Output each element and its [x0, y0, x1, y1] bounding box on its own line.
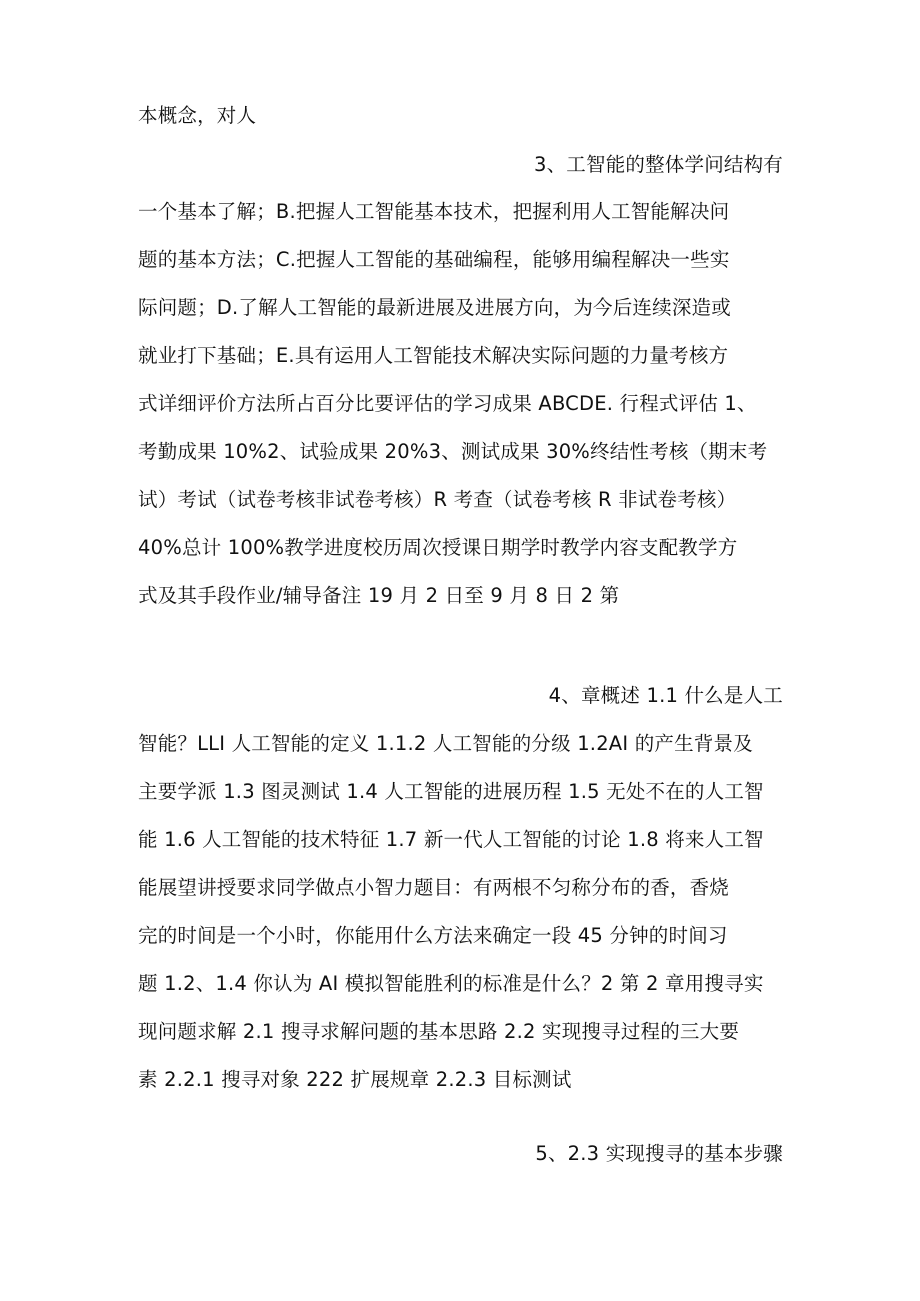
section-4-line: 能展望讲授要求同学做点小智力题目：有两根不匀称分布的香，香烧: [138, 876, 730, 899]
section-5-heading: 5、2.3 实现搜寻的基本步骤: [535, 1142, 783, 1165]
section-3-line: 式及其手段作业/辅导备注 19 月 2 日至 9 月 8 日 2 第: [138, 584, 620, 607]
section-3-line: 题的基本方法；C.把握人工智能的基础编程，能够用编程解决一些实: [138, 248, 730, 271]
section-4-line: 能 1.6 人工智能的技术特征 1.7 新一代人工智能的讨论 1.8 将来人工智: [138, 828, 764, 851]
intro-line: 本概念，对人: [138, 104, 257, 127]
section-4-heading: 4、章概述 1.1 什么是人工: [548, 684, 783, 707]
section-4-line: 主要学派 1.3 图灵测试 1.4 人工智能的进展历程 1.5 无处不在的人工智: [138, 780, 764, 803]
section-4-line: 完的时间是一个小时，你能用什么方法来确定一段 45 分钟的时间习: [138, 924, 728, 947]
section-3-line: 一个基本了解；B.把握人工智能基本技术，把握利用人工智能解决问: [138, 200, 730, 223]
section-4-line: 现问题求解 2.1 搜寻求解问题的基本思路 2.2 实现搜寻过程的三大要: [138, 1020, 740, 1043]
section-3-line: 际问题；D.了解人工智能的最新进展及进展方向，为今后连续深造或: [138, 296, 731, 319]
section-3-heading: 3、工智能的整体学问结构有: [533, 153, 783, 176]
section-3-line: 试）考试（试卷考核非试卷考核）R 考查（试卷考核 R 非试卷考核）: [138, 488, 737, 511]
section-4-line: 素 2.2.1 搜寻对象 222 扩展规章 2.2.3 目标测试: [138, 1068, 572, 1091]
section-4-line: 题 1.2、1.4 你认为 AI 模拟智能胜利的标准是什么？2 第 2 章用搜寻实: [138, 972, 764, 995]
section-4-line: 智能？LLI 人工智能的定义 1.1.2 人工智能的分级 1.2AI 的产生背景及: [138, 732, 753, 755]
section-3-line: 就业打下基础；E.具有运用人工智能技术解决实际问题的力量考核方: [138, 344, 729, 367]
section-3-line: 40%总计 100%教学进度校历周次授课日期学时教学内容支配教学方: [138, 536, 738, 559]
section-3-line: 式详细评价方法所占百分比要评估的学习成果 ABCDE. 行程式评估 1、: [138, 392, 757, 415]
section-3-line: 考勤成果 10%2、试验成果 20%3、测试成果 30%终结性考核（期末考: [138, 440, 768, 463]
